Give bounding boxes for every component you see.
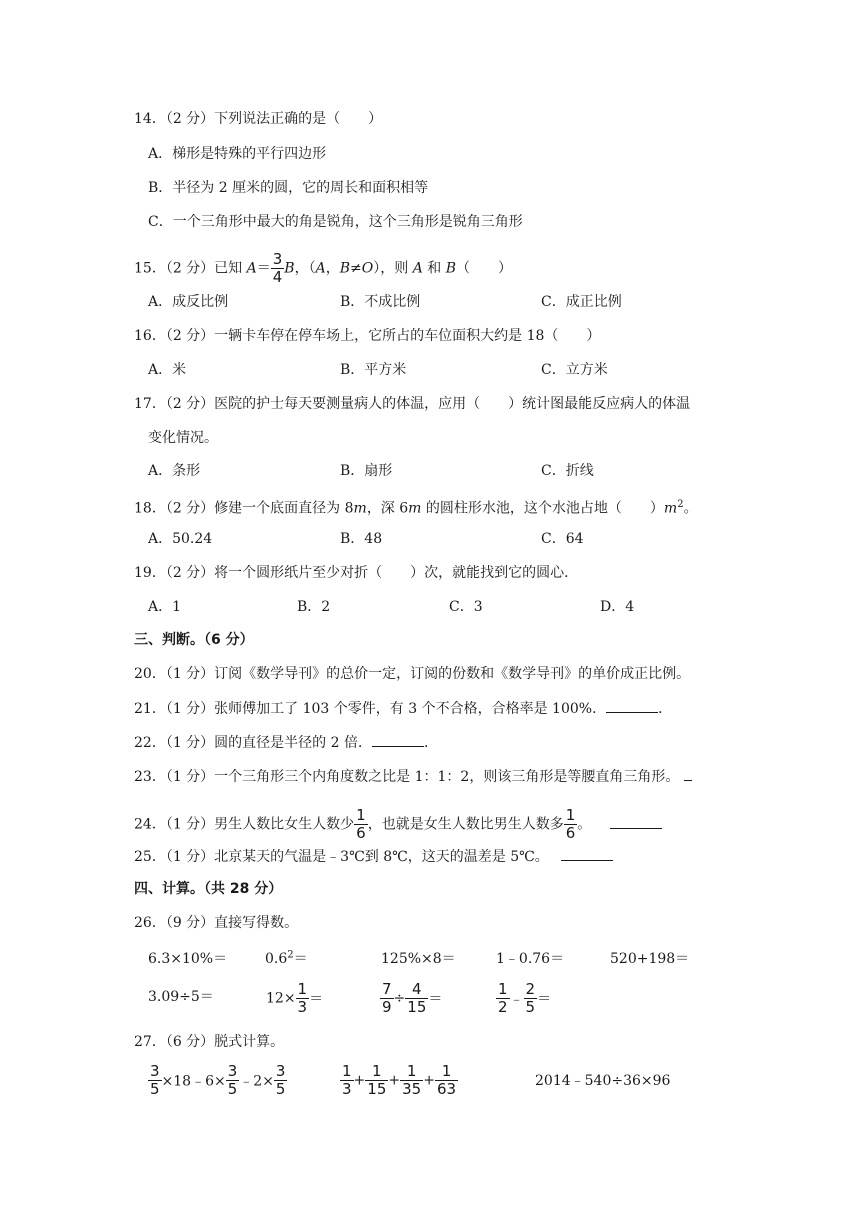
question-25: 25．（1 分）北京某天的气温是﹣3℃到 8℃，这天的温差是 5℃。 — [134, 846, 613, 867]
q19-option-a: A．1 — [148, 599, 182, 615]
answer-blank[interactable] — [684, 766, 692, 781]
q19-option-b: B．2 — [297, 599, 331, 615]
answer-blank[interactable] — [610, 814, 662, 829]
q16-option-a: A．米 — [148, 362, 187, 378]
calc-item: 3.09÷5＝ — [148, 989, 214, 1005]
question-20: 20．（1 分）订阅《数学导刊》的总价一定，订阅的份数和《数学导刊》的单价成正比例。 — [134, 666, 691, 682]
calc-item: $\frac{1}{3}$ + $\frac{1}{15}$ + $\frac{1}{35}$ + $\frac{1}{63}$ — [342, 1062, 457, 1098]
q18-option-a: A．50.24 — [148, 531, 213, 547]
question-24: 24．（1 分）男生人数比女生人数少 $\frac{1}{6}$ ，也就是女生人数比男生人数多 $\frac{1}{6}$ 。 — [134, 808, 662, 841]
q19-option-c: C．3 — [449, 599, 483, 615]
question-15: 15．（2 分）已知 A＝ $\frac{3}{4}$ B，（A，B≠O），则 A 和 B（ ） — [134, 250, 513, 286]
q17-option-b: B．扇形 — [340, 463, 393, 479]
calc-item: $\frac{3}{5}$ ×18﹣6× $\frac{3}{5}$ ﹣2× $\frac{3}{5}$ — [150, 1062, 286, 1098]
question-27: 27．（6 分）脱式计算。 — [134, 1034, 285, 1050]
calc-item: $\frac{7}{9}$ ÷ $\frac{4}{15}$ ＝ — [382, 980, 443, 1016]
calc-item: 125%×8＝ — [381, 951, 456, 967]
answer-blank[interactable] — [561, 846, 613, 861]
q15-option-a: A．成反比例 — [148, 294, 229, 310]
q15-option-b: B．不成比例 — [340, 294, 421, 310]
question-26: 26．（9 分）直接写得数。 — [134, 915, 299, 931]
question-17: 17．（2 分）医院的护士每天要测量病人的体温，应用（ ）统计图最能反应病人的体温 — [134, 396, 691, 412]
section-heading-calculation: 四、计算。（共 28 分） — [134, 881, 283, 897]
calc-item: $\frac{1}{2}$ ﹣ $\frac{2}{5}$ ＝ — [498, 980, 552, 1016]
calc-item: 520+198＝ — [610, 951, 690, 967]
fraction: $\frac{1}{6}$ — [565, 806, 576, 842]
q15-option-c: C．成正比例 — [541, 294, 622, 310]
calc-item: 12× $\frac{1}{3}$ ＝ — [266, 980, 324, 1016]
q14-option-a: A．梯形是特殊的平行四边形 — [148, 146, 327, 162]
q16-option-b: B．平方米 — [340, 362, 407, 378]
answer-blank[interactable] — [606, 698, 658, 713]
calc-item: $0.6^2=$ — [265, 949, 308, 967]
question-23: 23．（1 分）一个三角形三个内角度数之比是 1：1：2，则该三角形是等腰直角三角形。 — [134, 766, 692, 787]
question-21: 21．（1 分）张师傅加工了 103 个零件，有 3 个不合格，合格率是 100%． ． — [134, 698, 672, 719]
calc-item: 1﹣0.76＝ — [496, 951, 565, 967]
q17-option-c: C．折线 — [541, 463, 594, 479]
q16-option-c: C．立方米 — [541, 362, 608, 378]
question-16: 16．（2 分）一辆卡车停在停车场上，它所占的车位面积大约是 18（ ） — [134, 328, 601, 344]
q14-option-b: B．半径为 2 厘米的圆，它的周长和面积相等 — [148, 180, 429, 196]
fraction: $\frac{1}{6}$ — [356, 806, 366, 842]
section-heading-judgement: 三、判断。（6 分） — [134, 632, 254, 648]
answer-blank[interactable] — [372, 732, 424, 747]
question-18: 18．（2 分）修建一个底面直径为 8m，深 6m 的圆柱形水池，这个水池占地（ ）$m^2$。 — [134, 499, 698, 517]
question-14: 14．（2 分）下列说法正确的是（ ） — [134, 111, 383, 127]
calc-item: 2014﹣540÷36×96 — [535, 1073, 671, 1089]
question-22: 22．（1 分）圆的直径是半径的 2 倍． ． — [134, 732, 438, 753]
q17-option-a: A．条形 — [148, 463, 201, 479]
q14-option-c: C．一个三角形中最大的角是锐角，这个三角形是锐角三角形 — [148, 214, 523, 230]
q19-option-d: D．4 — [600, 599, 635, 615]
q18-option-b: B．48 — [340, 531, 383, 547]
q18-option-c: C．64 — [541, 531, 584, 547]
calc-item: 6.3×10%＝ — [148, 951, 228, 967]
fraction: $\frac{3}{4}$ — [272, 250, 283, 286]
question-17-cont: 变化情况。 — [148, 430, 218, 446]
question-19: 19．（2 分）将一个圆形纸片至少对折（ ）次，就能找到它的圆心． — [134, 565, 579, 581]
